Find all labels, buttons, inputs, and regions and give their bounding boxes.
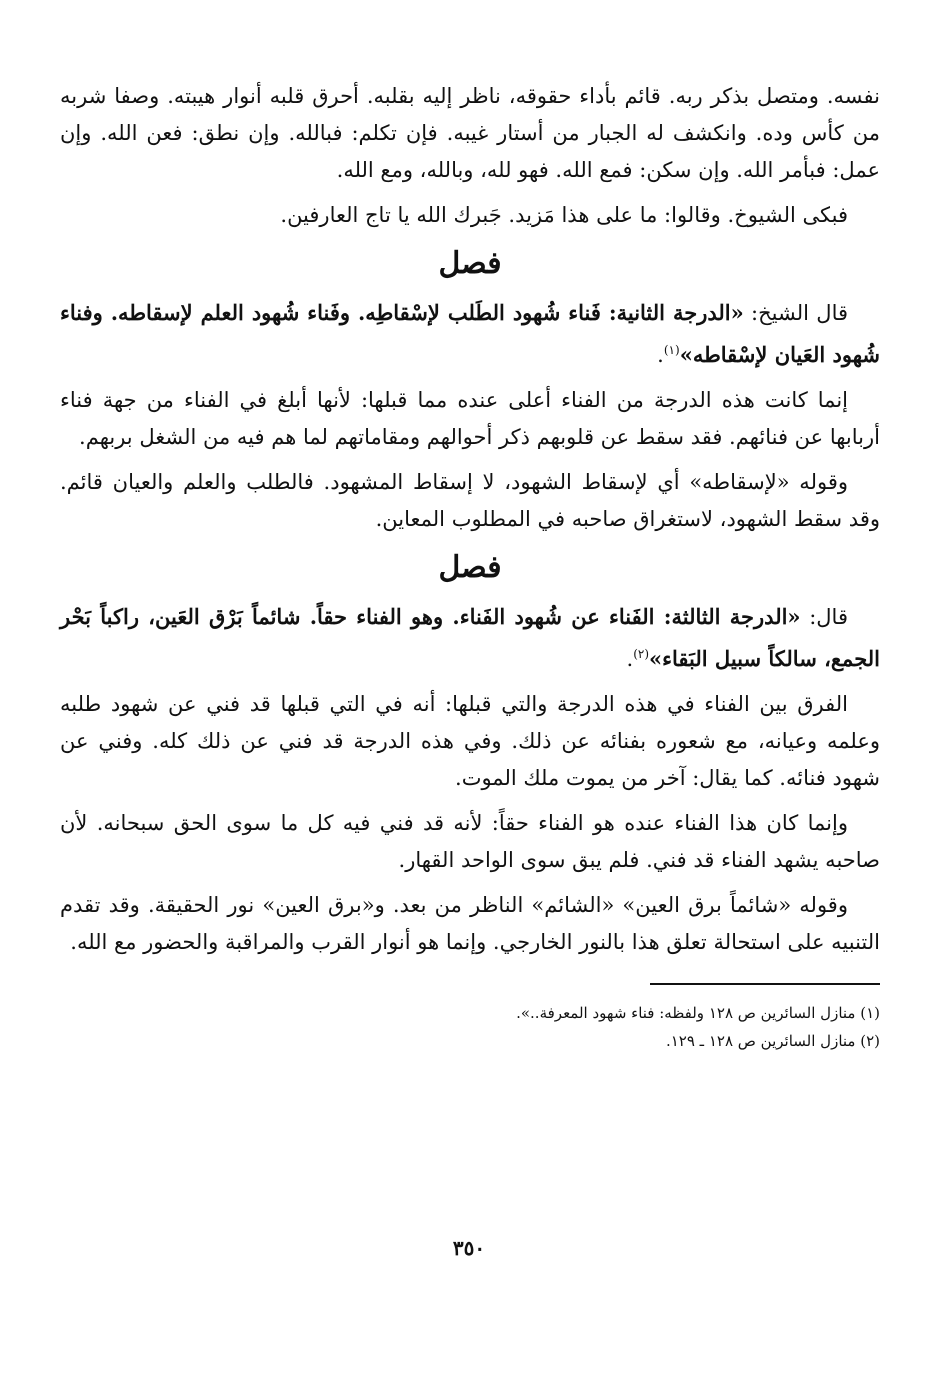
quote-text: «الدرجة الثالثة: الفَناء عن شُهود الفَناء. وهو الفناء حقاً. شائماً بَرْق العَين، راكباً بَحْر الجمع، سالكاً سبيل البَقاء» <box>60 604 880 671</box>
footnote-ref-2: (٢) <box>633 647 650 661</box>
quote-end: . <box>657 343 664 367</box>
page-number: ٣٥٠ <box>452 1236 486 1260</box>
quote-end: . <box>626 647 634 671</box>
paragraph-explanation-3: الفرق بين الفناء في هذه الدرجة والتي قبلها: أنه في التي قبلها قد فني عن شهود طلبه وعلمه وعيانه، مع شعوره بفنائه عن ذلك. وفي هذه الدرجة قد فني عن ذلك كله. وفني عن شهود فنائه. كما يقال: آخر من يموت ملك الموت. <box>60 692 880 790</box>
quote-second-degree <box>60 294 880 374</box>
quote-third-degree <box>60 598 880 678</box>
page-body <box>60 78 880 1055</box>
paragraph-continuation: نفسه. ومتصل بذكر ربه. قائم بأداء حقوقه، ناظر إليه بقلبه. أحرق قلبه أنوار هيبته. وصفا شربه من كأس وده. وانكشف له الجبار من أستار غيبه. فإن تكلم: فبالله. وإن نطق: فعن الله. وإن عمل: فبأمر الله. وإن سكن: فمع الله. فهو لله، وبالله، ومع الله. <box>60 84 880 182</box>
section-heading-2: فصل <box>438 550 502 585</box>
quote-intro: قال الشيخ: <box>743 301 849 325</box>
footnote-divider <box>650 983 880 985</box>
quote-intro: قال: <box>800 605 848 629</box>
paragraph-shuyukh: فبكى الشيوخ. وقالوا: ما على هذا مَزيد. جَبرك الله يا تاج العارفين. <box>280 203 848 227</box>
paragraph-explanation-2: وقوله «لإسقاطه» أي لإسقاط الشهود، لا إسقاط المشهود. فالطلب والعلم والعيان قائم. وقد سقط الشهود، لاستغراق صاحبه في المطلوب المعاين. <box>60 470 880 531</box>
paragraph-explanation-5: وقوله «شائماً برق العين» «الشائم» الناظر من بعد. و«برق العين» نور الحقيقة. وقد تقدم التنبيه على استحالة تعلق هذا بالنور الخارجي. وإنما هو أنوار القرب والمراقبة والحضور مع الله. <box>60 893 880 954</box>
footnote-2: (٢) منازل السائرين ص ١٢٨ ـ ١٢٩. <box>665 1032 880 1050</box>
paragraph-explanation-4: وإنما كان هذا الفناء عنده هو الفناء حقاً: لأنه قد فني فيه كل ما سوى الحق سبحانه. لأن صاحبه يشهد الفناء قد فني. فلم يبق سوى الواحد القهار. <box>60 811 880 872</box>
section-heading-1: فصل <box>438 246 502 281</box>
footnote-1: (١) منازل السائرين ص ١٢٨ ولفظه: فناء شهود المعرفة..». <box>516 1004 880 1022</box>
quote-text: «الدرجة الثانية: فَناء شُهود الطَلب لإسْقاطِه. وفَناء شُهود العلم لإسقاطه. وفناء شُهود العَيان لإسْقاطه» <box>60 300 880 367</box>
paragraph-explanation-1: إنما كانت هذه الدرجة من الفناء أعلى عنده مما قبلها: لأنها أبلغ في الفناء من جهة فناء أربابها عن فنائهم. فقد سقط عن قلوبهم ذكر أحوالهم ومقاماتهم لما هم فيه من الشغل بربهم. <box>60 388 880 449</box>
footnote-ref-1: (١) <box>663 343 680 357</box>
